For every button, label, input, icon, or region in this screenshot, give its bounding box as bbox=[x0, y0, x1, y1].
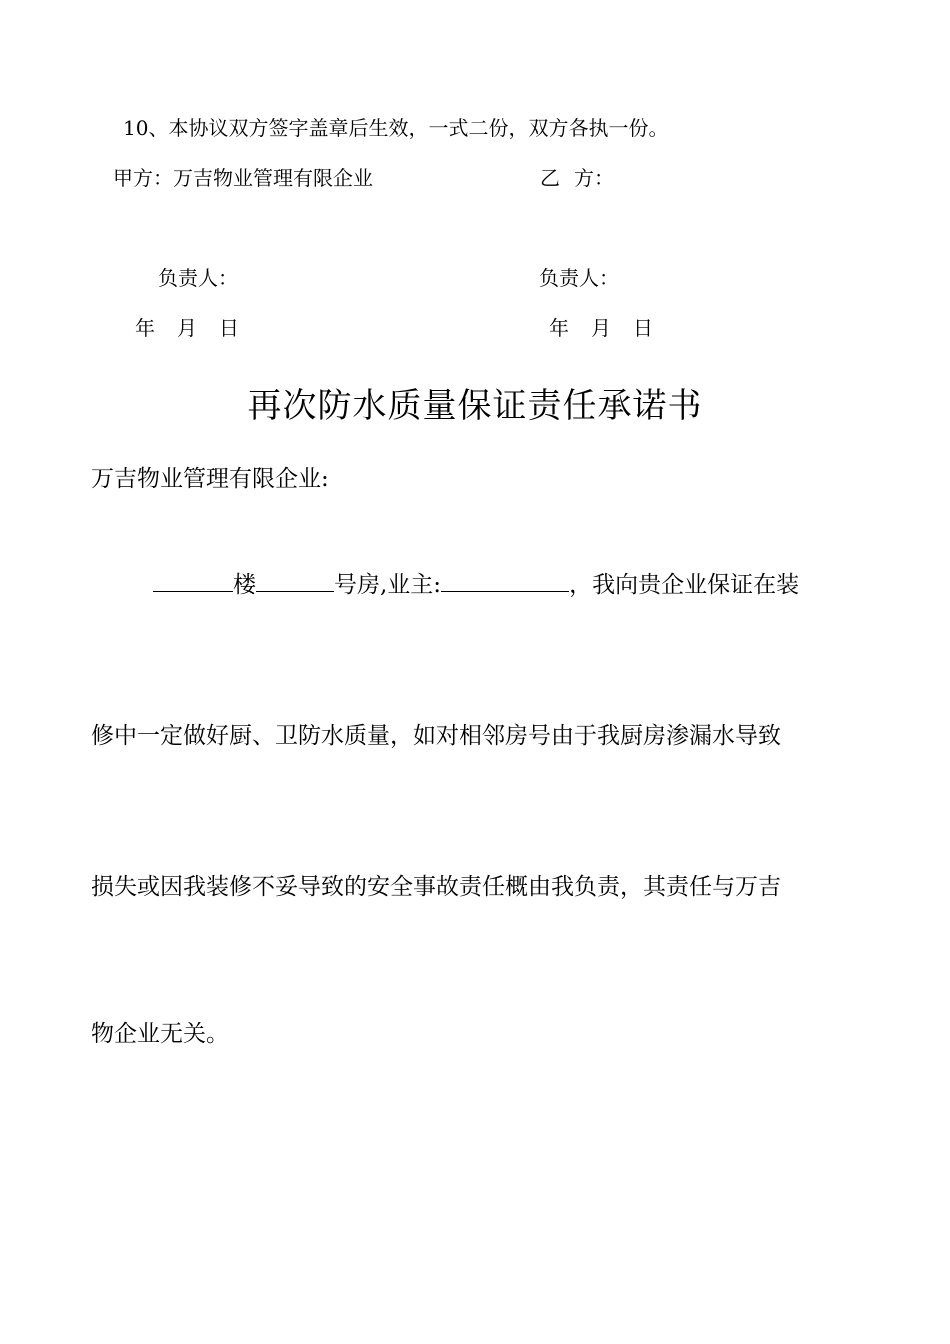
date-b bbox=[549, 312, 653, 341]
date-b-month: 月 bbox=[591, 316, 611, 340]
date-a-day: 日 bbox=[219, 316, 239, 340]
room-blank[interactable] bbox=[256, 569, 334, 592]
document-title: 再次防水质量保证责任承诺书 bbox=[247, 386, 703, 426]
date-b-year: 年 bbox=[549, 316, 569, 340]
party-a-label: 甲方：万吉物业管理有限企业 bbox=[113, 166, 373, 190]
responsible-b-label: 负责人： bbox=[539, 266, 619, 290]
addressee: 万吉物业管理有限企业: bbox=[91, 466, 329, 492]
line1-tail: ，我向贵企业保证在装 bbox=[569, 572, 800, 598]
body-line-4: 物企业无关。 bbox=[91, 1021, 229, 1047]
party-b-char1: 乙 bbox=[540, 166, 560, 190]
responsible-a-label: 负责人： bbox=[158, 266, 238, 290]
date-a-month: 月 bbox=[177, 316, 197, 340]
party-b-label bbox=[540, 162, 614, 191]
body-line-1 bbox=[91, 566, 861, 599]
party-b-char2: 方： bbox=[574, 166, 614, 190]
floor-label: 楼 bbox=[233, 572, 256, 598]
body-line-3: 损失或因我装修不妥导致的安全事故责任概由我负责，其责任与万吉 bbox=[91, 874, 781, 900]
body-line-2: 修中一定做好厨、卫防水质量，如对相邻房号由于我厨房渗漏水导致 bbox=[91, 723, 781, 749]
date-b-day: 日 bbox=[633, 316, 653, 340]
room-owner-label: 号房,业主: bbox=[334, 572, 442, 598]
building-blank[interactable] bbox=[153, 569, 233, 592]
date-a-year: 年 bbox=[135, 316, 155, 340]
date-a bbox=[135, 312, 239, 341]
owner-name-blank[interactable] bbox=[441, 569, 569, 592]
clause-10: 10、本协议双方签字盖章后生效，一式二份，双方各执一份。 bbox=[123, 116, 669, 140]
